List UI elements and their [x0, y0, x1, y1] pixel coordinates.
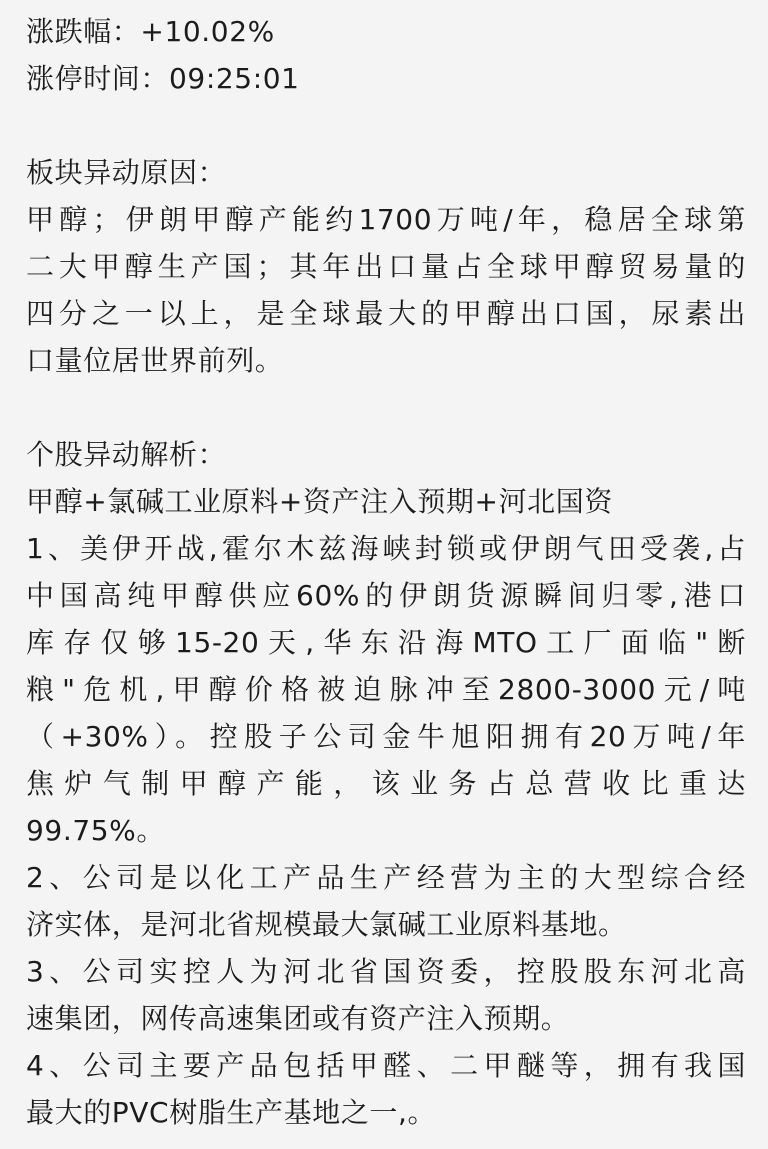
sector-reason-heading: 板块异动原因： [26, 156, 227, 189]
spacer [26, 384, 746, 431]
analysis-line: 1、美伊开战,霍尔木兹海峡封锁或伊朗气田受袭,占 [26, 532, 746, 565]
analysis-line: 99.75%。 [26, 814, 165, 847]
analysis-point-2 [26, 854, 746, 948]
analysis-line: 3、公司实控人为河北省国资委，控股股东河北高 [26, 955, 746, 988]
analysis-line: 库存仅够15-20天,华东沿海MTO工厂面临"断 [26, 626, 746, 659]
sector-reason-line: 口量位居世界前列。 [26, 344, 284, 377]
analysis-point-1 [26, 525, 746, 854]
sector-reason-line: 二大甲醇生产国；其年出口量占全球甲醇贸易量的 [26, 250, 746, 283]
sector-reason-line: 四分之一以上，是全球最大的甲醇出口国，尿素出 [26, 297, 746, 330]
analysis-line: （+30%）。控股子公司金牛旭阳拥有20万吨/年 [26, 720, 746, 753]
analysis-line: 4、公司主要产品包括甲醛、二甲醚等，拥有我国 [26, 1049, 746, 1082]
sector-reason-paragraph [26, 196, 746, 384]
article-body [26, 8, 746, 1136]
stock-tags-line: 甲醇+氯碱工业原料+资产注入预期+河北国资 [26, 485, 613, 518]
analysis-line: 2、公司是以化工产品生产经营为主的大型综合经 [26, 861, 746, 894]
analysis-line: 焦炉气制甲醇产能，该业务占总营收比重达 [26, 767, 746, 800]
price-change-line: 涨跌幅：+10.02% [26, 15, 275, 48]
limit-up-time-line: 涨停时间：09:25:01 [26, 62, 300, 95]
analysis-point-4 [26, 1042, 746, 1136]
analysis-line: 速集团，网传高速集团或有资产注入预期。 [26, 1002, 570, 1035]
analysis-line: 济实体，是河北省规模最大氯碱工业原料基地。 [26, 908, 627, 941]
analysis-line: 最大的PVC树脂生产基地之一,。 [26, 1096, 437, 1129]
analysis-point-3 [26, 948, 746, 1042]
analysis-line: 中国高纯甲醇供应60%的伊朗货源瞬间归零,港口 [26, 579, 746, 612]
analysis-line: 粮"危机,甲醇价格被迫脉冲至2800-3000元/吨 [26, 673, 746, 706]
spacer [26, 102, 746, 149]
sector-reason-line: 甲醇；伊朗甲醇产能约1700万吨/年，稳居全球第 [26, 203, 746, 236]
stock-analysis-heading: 个股异动解析： [26, 438, 227, 471]
